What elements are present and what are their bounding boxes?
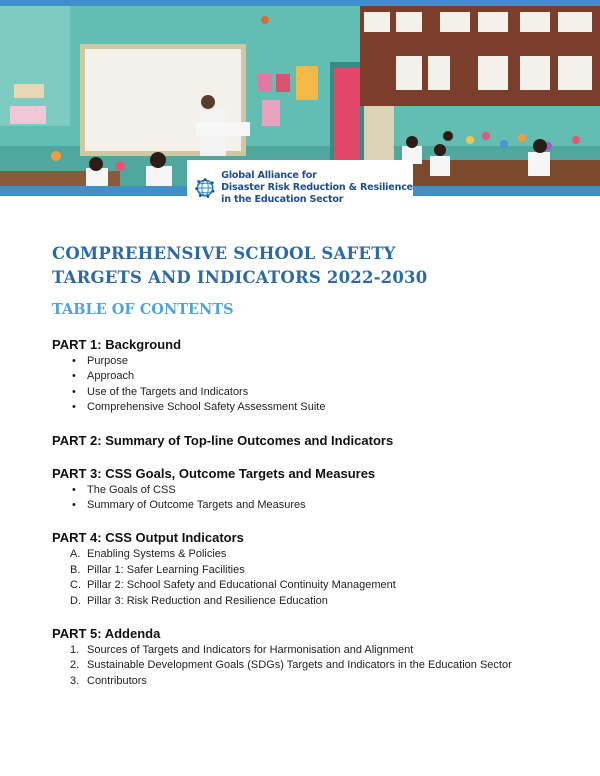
bullet-marker: •: [72, 483, 76, 496]
toc-part-2: [52, 432, 582, 449]
bullet-marker: •: [72, 385, 76, 398]
document-title: [52, 242, 572, 290]
toc-item: [52, 498, 582, 513]
part-title: PART 3: CSS Goals, Outcome Targets and Measures: [52, 465, 376, 481]
toc-item-label: The Goals of CSS: [87, 483, 176, 496]
title-line-2: TARGETS AND INDICATORS 2022-2030: [52, 268, 428, 287]
table-of-contents: [52, 336, 582, 705]
bullet-marker: •: [72, 355, 76, 367]
number-marker: 3.: [70, 674, 80, 687]
number-marker: 2.: [70, 659, 80, 672]
toc-item: [52, 643, 582, 658]
toc-item-label: Sources of Targets and Indicators for Harmonisation and Alignment: [87, 644, 414, 657]
number-marker: 1.: [70, 644, 80, 657]
toc-item: [52, 674, 582, 689]
bullet-marker: •: [72, 370, 76, 383]
title-line-1: COMPREHENSIVE SCHOOL SAFETY: [52, 244, 396, 263]
toc-item: [52, 594, 582, 609]
toc-item-label: Sustainable Development Goals (SDGs) Targets and Indicators in the Education Sector: [87, 659, 512, 672]
letter-marker: D.: [70, 594, 81, 607]
toc-item-label: Approach: [87, 370, 135, 383]
toc-item-label: Contributors: [87, 674, 147, 687]
toc-item-label: Pillar 2: School Safety and Educational Continuity Management: [87, 579, 396, 592]
bullet-marker: •: [72, 401, 76, 414]
bullet-marker: •: [72, 499, 76, 512]
letter-marker: C.: [70, 579, 81, 592]
logo-line-3: in the Education Sector: [221, 194, 344, 205]
toc-item: [52, 483, 582, 498]
toc-item-label: Use of the Targets and Indicators: [87, 385, 249, 398]
globe-people-icon: [195, 163, 215, 213]
logo-line-1: Global Alliance for: [221, 170, 317, 181]
toc-part-5: [52, 625, 582, 689]
toc-item-label: Summary of Outcome Targets and Measures: [87, 499, 306, 512]
toc-part-1: [52, 336, 582, 416]
toc-item: [52, 354, 582, 369]
toc-item-label: Comprehensive School Safety Assessment Suite: [87, 401, 326, 414]
toc-item: [52, 578, 582, 593]
toc-item-label: Purpose: [87, 355, 128, 367]
toc-item: [52, 658, 582, 673]
toc-item: [52, 385, 582, 400]
logo-line-2: Disaster Risk Reduction & Resilience: [221, 182, 413, 193]
part-title: PART 4: CSS Output Indicators: [52, 530, 244, 546]
toc-item-label: Pillar 3: Risk Reduction and Resilience Education: [87, 594, 328, 607]
toc-part-3: [52, 465, 582, 514]
letter-marker: B.: [70, 563, 81, 576]
toc-item: [52, 563, 582, 578]
part-title: PART 1: Background: [52, 337, 182, 352]
toc-item-label: Enabling Systems & Policies: [87, 548, 227, 561]
toc-item: [52, 400, 582, 415]
toc-item-label: Pillar 1: Safer Learning Facilities: [87, 563, 245, 576]
toc-item: [52, 369, 582, 384]
gadrrres-logo: [187, 160, 413, 216]
part-title: PART 5: Addenda: [52, 626, 161, 642]
toc-heading: TABLE OF CONTENTS: [52, 301, 234, 318]
part-title: PART 2: Summary of Top-line Outcomes and Indicators: [52, 432, 394, 448]
toc-part-4: [52, 529, 582, 609]
toc-item: [52, 547, 582, 562]
letter-marker: A.: [70, 548, 81, 561]
